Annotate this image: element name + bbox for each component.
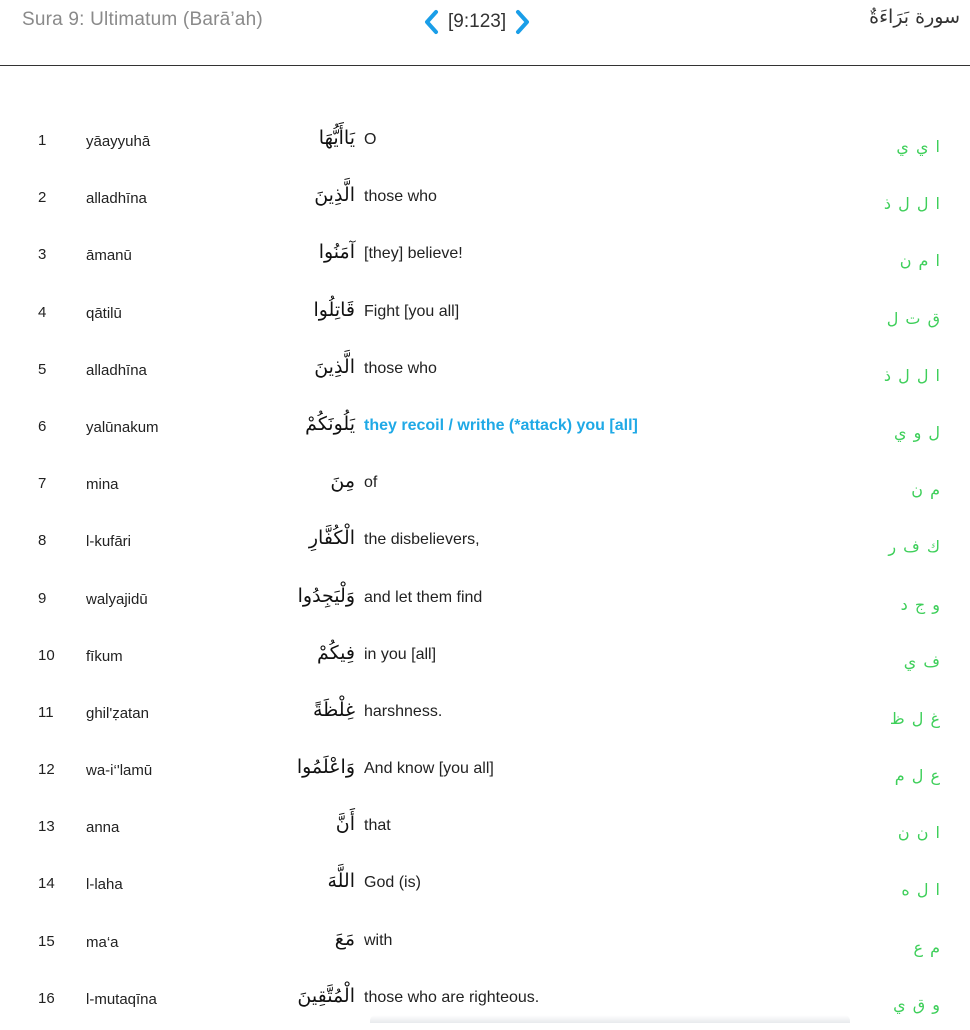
word-transliteration: āmanū	[86, 247, 132, 265]
word-root-letters: ا ل ل ذ	[883, 365, 940, 385]
word-translation: they recoil / writhe (*attack) you [all]	[364, 416, 638, 434]
word-row[interactable]	[0, 115, 970, 172]
word-translation: with	[364, 931, 393, 949]
word-root-letters: ا ي ي	[896, 137, 940, 156]
word-root-letters: ا ن ن	[897, 823, 940, 843]
word-translation: Fight [you all]	[364, 302, 460, 320]
word-number: 12	[38, 761, 55, 779]
word-row[interactable]	[0, 573, 970, 630]
chevron-right-icon	[515, 9, 531, 35]
word-row[interactable]	[0, 630, 970, 687]
word-arabic: فِيكُمْ	[317, 641, 355, 664]
word-arabic: يَاأَيُّهَا	[318, 127, 355, 149]
word-arabic: اللَّهَ	[327, 870, 355, 893]
word-root-letters: ا ل ل ذ	[883, 194, 940, 214]
chevron-left-icon	[423, 9, 439, 35]
word-row[interactable]	[0, 401, 970, 458]
word-arabic: الْمُتَّقِينَ	[297, 984, 355, 1007]
word-transliteration: alladhīna	[86, 361, 147, 379]
word-row[interactable]	[0, 744, 970, 801]
word-translation: [they] believe!	[364, 245, 463, 263]
word-number: 1	[38, 132, 47, 149]
word-root-letters: م ن	[911, 480, 940, 500]
word-translation: those who	[364, 359, 437, 377]
word-row[interactable]	[0, 458, 970, 515]
word-number: 9	[38, 589, 47, 607]
word-transliteration: alladhīna	[86, 190, 147, 208]
word-translation: God (is)	[364, 874, 421, 892]
word-translation: of	[364, 474, 378, 492]
word-root-letters: غ ل ظ	[889, 708, 940, 728]
word-number: 5	[38, 360, 47, 378]
word-root-letters: ا م ن	[899, 251, 940, 271]
word-arabic: الَّذِينَ	[314, 355, 355, 378]
word-translation: O	[364, 131, 377, 148]
word-arabic: يَلُونَكُمْ	[305, 412, 355, 435]
word-arabic: قَاتِلُوا	[313, 298, 355, 321]
word-arabic: مِنَ	[330, 470, 355, 493]
word-arabic: الَّذِينَ	[314, 184, 355, 207]
word-transliteration: yāayyuhā	[86, 133, 151, 150]
word-list	[0, 115, 970, 1030]
scroll-fade	[370, 1015, 850, 1023]
header-bar	[0, 0, 970, 66]
word-arabic: آمَنُوا	[318, 241, 355, 264]
word-transliteration: ghil'ẓatan	[86, 704, 149, 722]
word-translation: the disbelievers,	[364, 531, 480, 549]
word-root-letters: م ع	[913, 937, 940, 957]
word-transliteration: walyajidū	[86, 590, 148, 608]
word-number: 2	[38, 189, 47, 207]
word-arabic: غِلْظَةً	[313, 698, 355, 721]
word-transliteration: anna	[86, 819, 120, 837]
word-number: 13	[38, 818, 55, 836]
word-number: 8	[38, 532, 47, 550]
word-root-letters: و ق ي	[893, 994, 940, 1014]
next-verse-button[interactable]	[512, 7, 534, 37]
word-root-letters: ع ل م	[894, 766, 940, 786]
word-number: 14	[38, 875, 55, 893]
word-translation: in you [all]	[364, 645, 437, 663]
word-row[interactable]	[0, 287, 970, 344]
word-root-letters: ل و ي	[893, 422, 940, 442]
word-translation: And know [you all]	[364, 760, 494, 778]
word-transliteration: wa-i‘'lamū	[86, 762, 153, 780]
word-arabic: وَاعْلَمُوا	[296, 756, 355, 779]
word-row[interactable]	[0, 801, 970, 858]
sura-arabic-title: سورة بَرَاءَةٌ	[869, 6, 960, 28]
word-transliteration: mina	[86, 476, 119, 494]
sura-title: Sura 9: Ultimatum (Barā’ah)	[22, 9, 263, 30]
word-translation: those who are righteous.	[364, 988, 540, 1006]
word-translation: those who	[364, 188, 437, 206]
word-row[interactable]	[0, 916, 970, 973]
word-row[interactable]	[0, 172, 970, 229]
word-translation: that	[364, 817, 391, 835]
word-row[interactable]	[0, 858, 970, 915]
word-number: 7	[38, 475, 47, 493]
word-root-letters: ق ت ل	[886, 308, 940, 328]
word-number: 15	[38, 932, 55, 950]
word-translation: and let them find	[364, 588, 483, 606]
word-number: 10	[38, 646, 55, 664]
word-translation: harshness.	[364, 702, 443, 720]
word-transliteration: l-kufāri	[86, 533, 132, 551]
verse-reference: [9:123]	[448, 11, 507, 32]
word-root-letters: ف ي	[903, 651, 940, 671]
word-arabic: مَعَ	[334, 927, 355, 950]
word-root-letters: و ج د	[900, 594, 940, 614]
word-number: 11	[38, 703, 54, 721]
word-root-letters: ك ف ر	[888, 537, 940, 557]
word-root-letters: ا ل ه	[901, 880, 940, 900]
word-row[interactable]	[0, 515, 970, 572]
word-transliteration: yalūnakum	[86, 418, 159, 436]
word-number: 16	[38, 989, 55, 1007]
word-arabic: الْكُفَّارِ	[308, 527, 355, 550]
word-number: 4	[38, 303, 47, 321]
word-transliteration: qātilū	[86, 304, 122, 322]
word-transliteration: l-laha	[86, 876, 123, 894]
word-transliteration: l-mutaqīna	[86, 990, 157, 1008]
word-row[interactable]	[0, 344, 970, 401]
verse-navigation	[420, 6, 534, 38]
word-row[interactable]	[0, 687, 970, 744]
word-arabic: أَنَّ	[335, 813, 355, 836]
word-number: 3	[38, 246, 47, 264]
word-arabic: وَلْيَجِدُوا	[297, 584, 355, 607]
prev-verse-button[interactable]	[420, 7, 442, 37]
word-number: 6	[38, 417, 47, 435]
word-transliteration: fīkum	[86, 647, 123, 665]
word-row[interactable]	[0, 229, 970, 286]
word-transliteration: ma‘a	[86, 933, 119, 951]
